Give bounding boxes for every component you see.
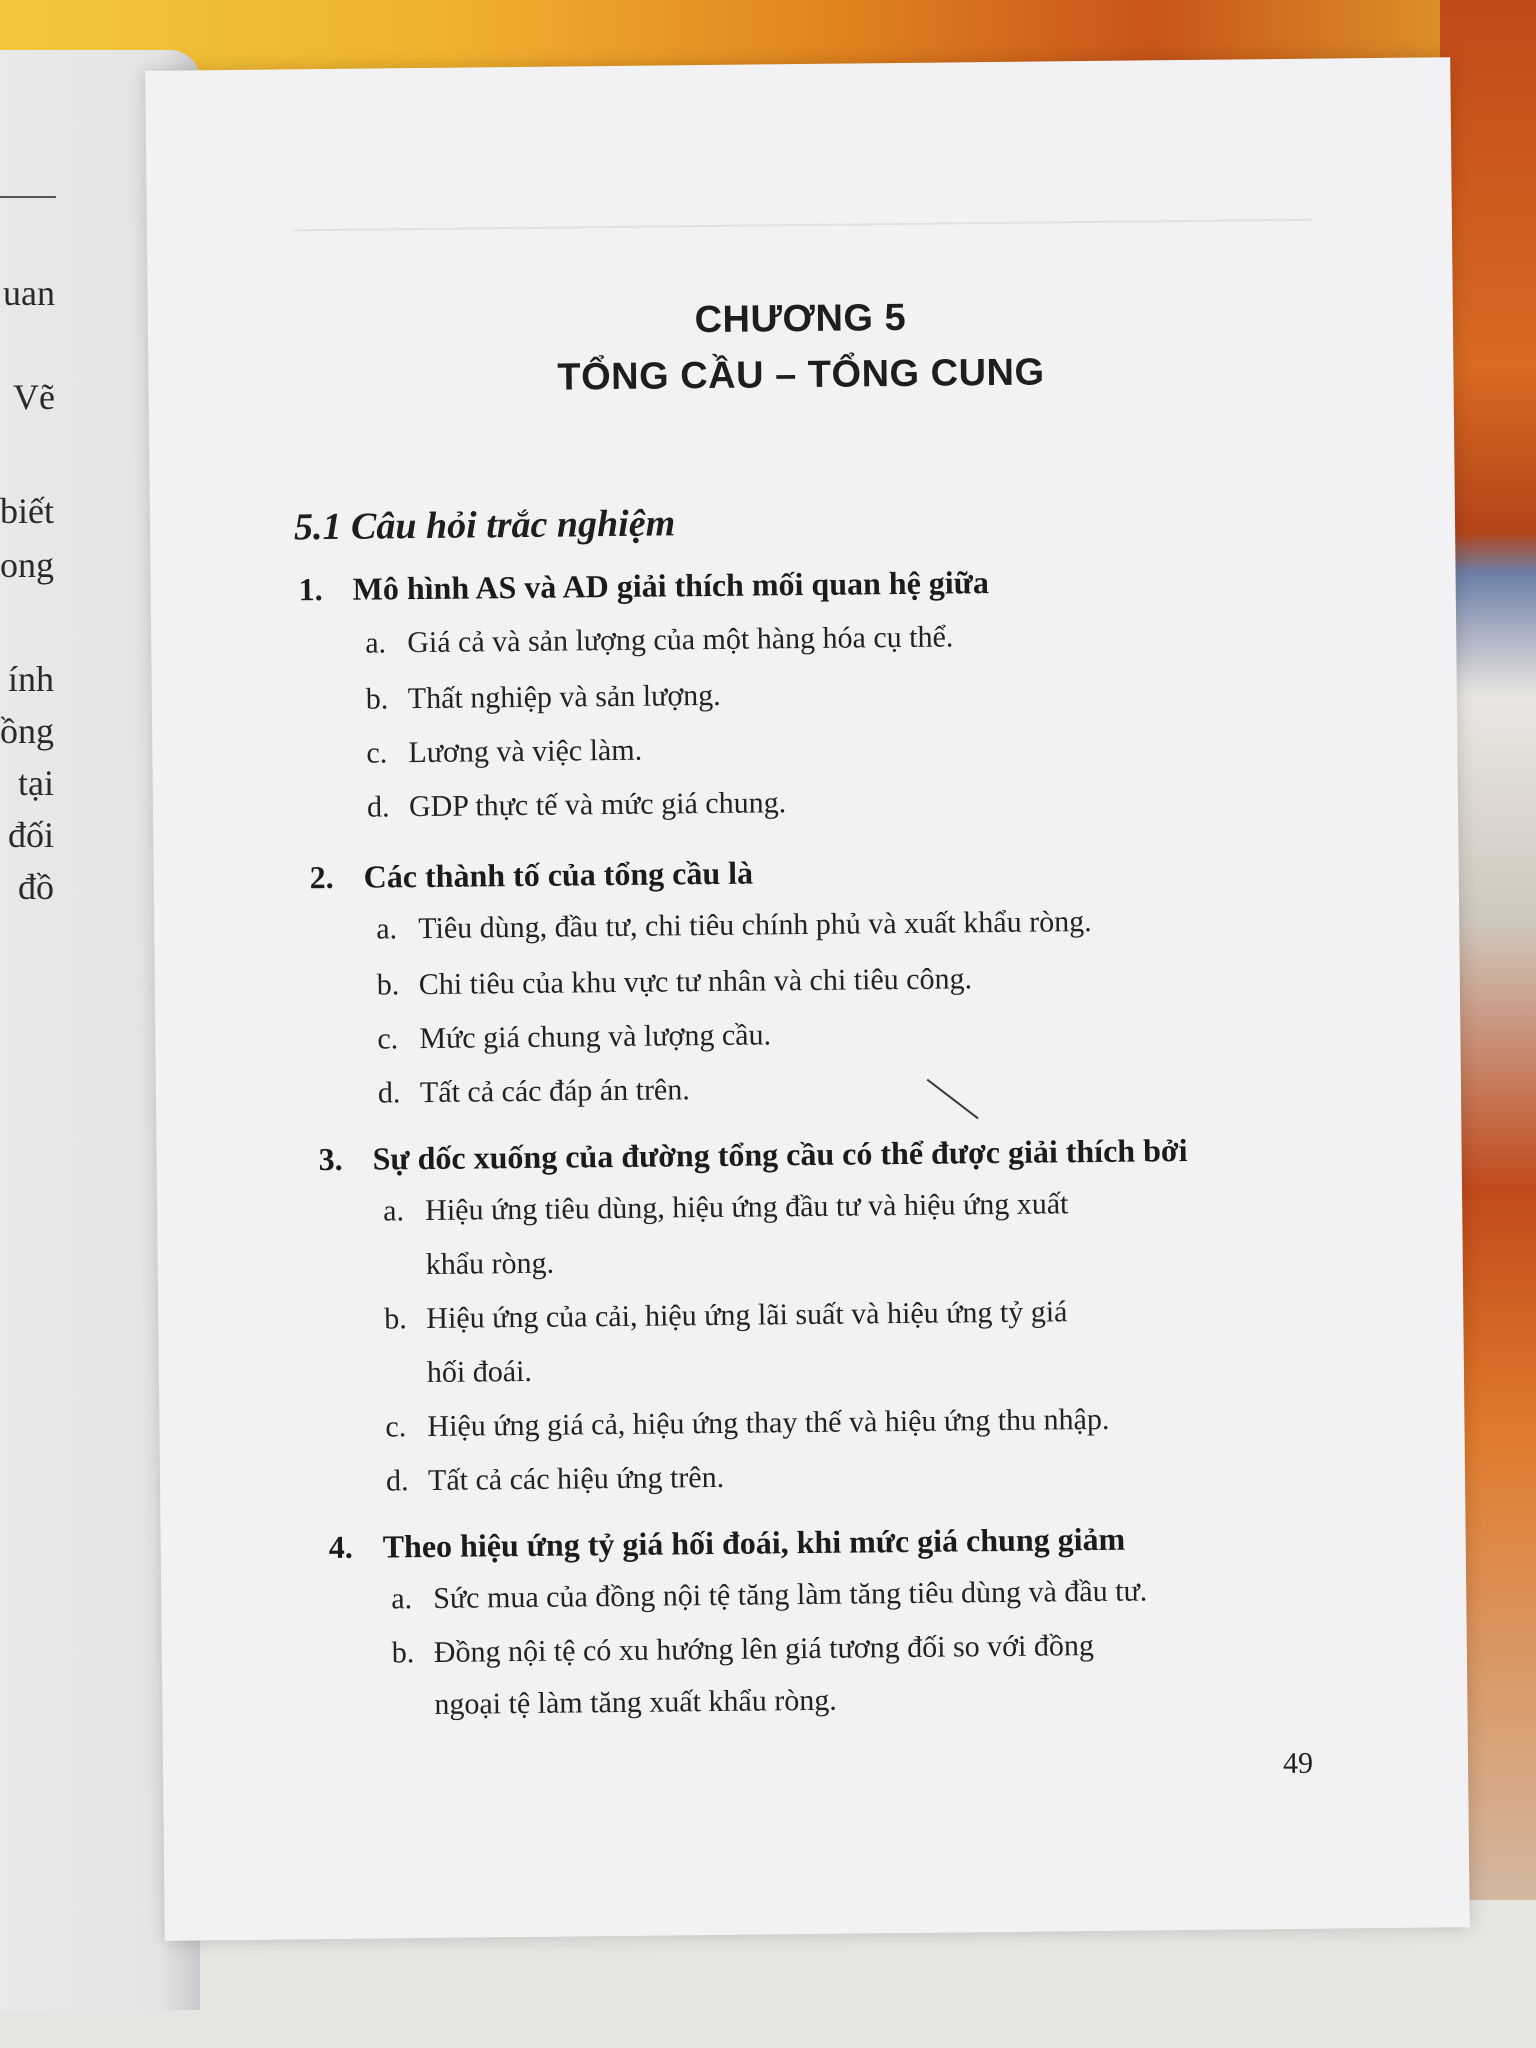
left-page-rule [0,196,56,198]
left-page-fragment: uan [3,273,55,313]
option-letter: b. [391,1636,415,1670]
option-text: Hiệu ứng giá cả, hiệu ứng thay thế và hiệu ứng thu nhập. [427,1402,1110,1444]
question-number: 1. [298,571,323,608]
question-number: 3. [318,1140,343,1178]
bleed-through-header-rule [292,179,1312,232]
left-page-fragment: ong [0,545,54,585]
left-page-fragment: đối [7,815,54,855]
page-number: 49 [1282,1746,1314,1781]
question-number: 2. [309,858,334,896]
option-text: Thất nghiệp và sản lượng. [407,678,721,716]
option-letter: d. [377,1076,401,1110]
option-text: Mức giá chung và lượng cầu. [419,1018,772,1056]
option-text: GDP thực tế và mức giá chung. [408,786,787,824]
option-text: Tiêu dùng, đầu tư, chi tiêu chính phủ và xuất khẩu ròng. [418,905,1092,946]
option-letter: b. [376,968,400,1002]
left-page-fragment: Vẽ [13,377,55,417]
option-2d [378,1073,690,1110]
left-page-fragment: biết [0,491,54,531]
option-2c [377,1018,771,1056]
option-text: Chi tiêu của khu vực tư nhân và chi tiêu công. [418,962,973,1002]
option-text-line-1: Đồng nội tệ có xu hướng lên giá tương đối so với đồng [433,1629,1095,1669]
option-letter: c. [385,1410,407,1444]
option-4b [392,1629,1094,1670]
option-2b [377,962,973,1002]
option-letter: b. [384,1302,407,1336]
option-2a [376,905,1092,946]
question-4 [329,1521,1126,1566]
pencil-mark [927,1079,979,1119]
option-text-line-1: Hiệu ứng của cải, hiệu ứng lãi suất và hiệu ứng tỷ giá [426,1295,1068,1336]
option-letter: a. [365,626,387,660]
option-4b-continuation: ngoại tệ làm tăng xuất khẩu ròng. [434,1683,837,1721]
left-page-fragment: đồ [18,867,54,907]
option-3b-continuation: hối đoái. [426,1354,533,1390]
option-1d [367,786,786,824]
option-3a [383,1187,1069,1228]
question-3 [318,1132,1187,1178]
option-1c [366,734,642,771]
chapter-number: CHƯƠNG 5 [694,296,907,342]
left-page-fragment: ính [7,659,54,699]
chapter-title: TỔNG CẦU – TỔNG CUNG [557,351,1045,399]
option-3b [384,1295,1067,1336]
option-letter: b. [365,682,389,716]
option-letter: a. [383,1194,405,1228]
question-number: 4. [328,1528,353,1566]
option-1a [365,620,953,660]
option-3c [385,1403,1109,1445]
option-letter: c. [366,736,388,770]
option-text: Sức mua của đồng nội tệ tăng làm tăng tiêu dùng và đầu tư. [433,1574,1148,1615]
question-text: Mô hình AS và AD giải thích mối quan hệ giữa [352,564,990,607]
option-text: Tất cả các đáp án trên. [419,1073,690,1110]
option-letter: d. [366,790,390,824]
question-text: Theo hiệu ứng tỷ giá hối đoái, khi mức giá chung giảm [382,1520,1126,1565]
option-3a-continuation: khẩu ròng. [425,1246,555,1282]
option-letter: d. [385,1464,409,1498]
section-heading: 5.1 Câu hỏi trắc nghiệm [293,502,676,549]
option-3d [386,1461,724,1499]
option-text: Tất cả các hiệu ứng trên. [427,1460,725,1497]
option-1b [366,679,721,717]
option-letter: a. [391,1582,413,1616]
option-4a [391,1574,1147,1616]
option-text-line-1: Hiệu ứng tiêu dùng, hiệu ứng đầu tư và hiệu ứng xuất [425,1187,1069,1228]
left-page-fragment: tại [18,763,54,803]
option-letter: c. [377,1022,399,1056]
book-page [145,57,1470,1941]
option-letter: a. [376,912,398,946]
question-text: Sự dốc xuống của đường tổng cầu có thể được giải thích bởi [372,1132,1188,1177]
option-text: Giá cả và sản lượng của một hàng hóa cụ thể. [407,620,954,660]
left-page-fragment: ồng [0,711,54,751]
question-text: Các thành tố của tổng cầu là [363,854,754,895]
option-text: Lương và việc làm. [408,733,643,770]
question-1 [298,564,989,608]
question-2 [310,855,754,897]
